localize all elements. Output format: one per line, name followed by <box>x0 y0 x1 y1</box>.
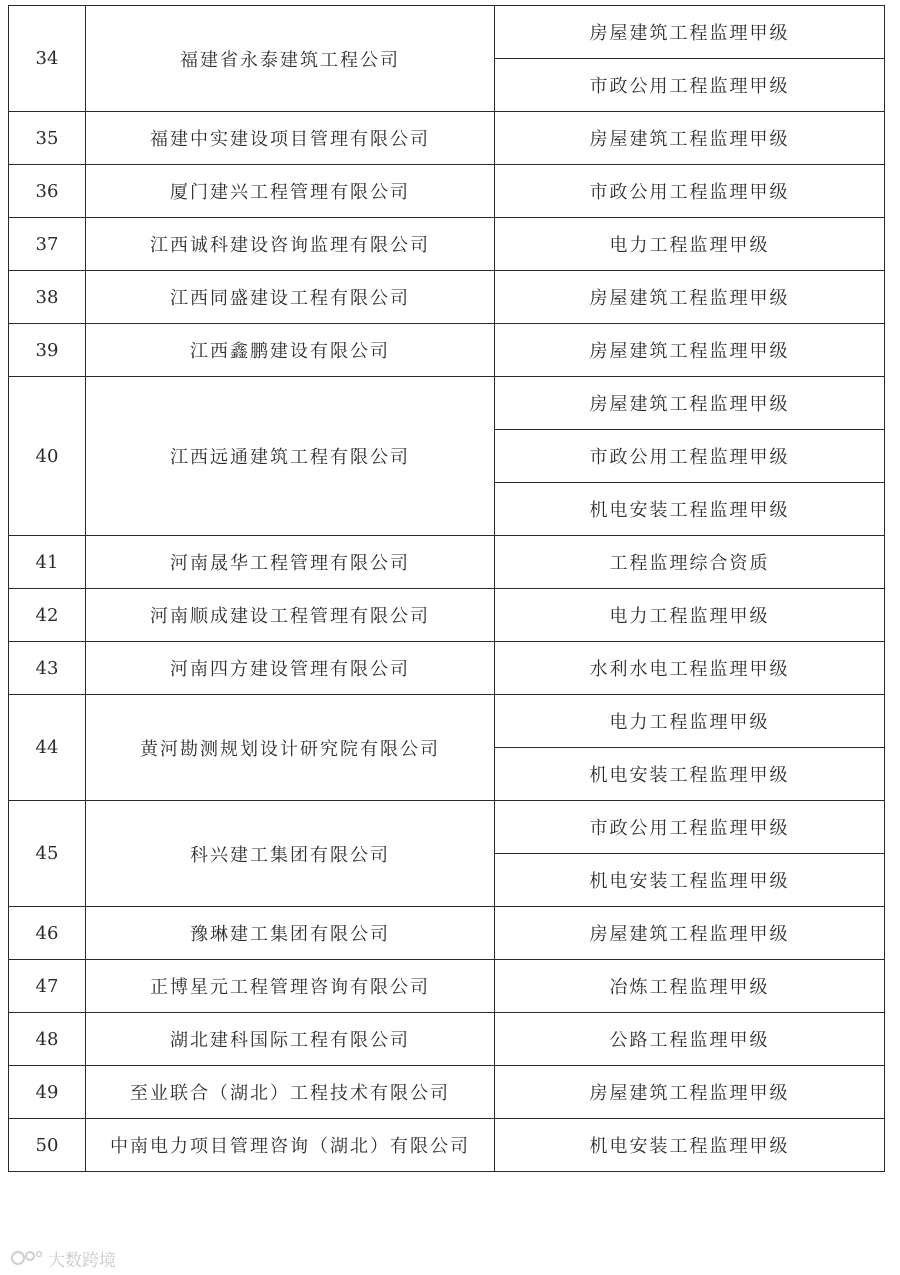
table-row <box>9 377 885 430</box>
qualification: 房屋建筑工程监理甲级 <box>495 907 885 960</box>
row-number: 38 <box>9 271 86 324</box>
company-name: 至业联合（湖北）工程技术有限公司 <box>86 1066 495 1119</box>
qualification: 机电安装工程监理甲级 <box>495 483 885 536</box>
table-row <box>9 112 885 165</box>
company-name: 正博星元工程管理咨询有限公司 <box>86 960 495 1013</box>
qualification: 机电安装工程监理甲级 <box>495 854 885 907</box>
qualification: 房屋建筑工程监理甲级 <box>495 324 885 377</box>
company-name: 河南顺成建设工程管理有限公司 <box>86 589 495 642</box>
table-row <box>9 271 885 324</box>
company-name: 福建中实建设项目管理有限公司 <box>86 112 495 165</box>
table-row <box>9 907 885 960</box>
row-number: 44 <box>9 695 86 801</box>
table-row <box>9 6 885 59</box>
company-name: 江西同盛建设工程有限公司 <box>86 271 495 324</box>
row-number: 39 <box>9 324 86 377</box>
qualification: 房屋建筑工程监理甲级 <box>495 271 885 324</box>
company-name: 中南电力项目管理咨询（湖北）有限公司 <box>86 1119 495 1172</box>
table-body <box>9 6 885 1172</box>
watermark <box>10 1245 116 1271</box>
company-name: 江西远通建筑工程有限公司 <box>86 377 495 536</box>
row-number: 49 <box>9 1066 86 1119</box>
qualification: 公路工程监理甲级 <box>495 1013 885 1066</box>
qualification: 机电安装工程监理甲级 <box>495 1119 885 1172</box>
table-row <box>9 801 885 854</box>
watermark-logo-icon <box>10 1248 44 1268</box>
row-number: 48 <box>9 1013 86 1066</box>
table-row <box>9 324 885 377</box>
table-row <box>9 1119 885 1172</box>
qualification: 市政公用工程监理甲级 <box>495 165 885 218</box>
company-name: 湖北建科国际工程有限公司 <box>86 1013 495 1066</box>
row-number: 35 <box>9 112 86 165</box>
qualification: 电力工程监理甲级 <box>495 218 885 271</box>
row-number: 40 <box>9 377 86 536</box>
qualification: 机电安装工程监理甲级 <box>495 748 885 801</box>
qualification: 房屋建筑工程监理甲级 <box>495 1066 885 1119</box>
table-row <box>9 218 885 271</box>
table-row <box>9 165 885 218</box>
table-row <box>9 589 885 642</box>
qualification: 市政公用工程监理甲级 <box>495 430 885 483</box>
row-number: 37 <box>9 218 86 271</box>
qualification: 工程监理综合资质 <box>495 536 885 589</box>
row-number: 45 <box>9 801 86 907</box>
company-name: 河南四方建设管理有限公司 <box>86 642 495 695</box>
qualification: 水利水电工程监理甲级 <box>495 642 885 695</box>
table-row <box>9 695 885 748</box>
table-row <box>9 536 885 589</box>
qualification: 冶炼工程监理甲级 <box>495 960 885 1013</box>
row-number: 43 <box>9 642 86 695</box>
row-number: 36 <box>9 165 86 218</box>
company-name: 福建省永泰建筑工程公司 <box>86 6 495 112</box>
row-number: 46 <box>9 907 86 960</box>
watermark-text: 大数跨境 <box>48 1250 116 1271</box>
table-row <box>9 960 885 1013</box>
qualification-table <box>8 5 885 1172</box>
table-row <box>9 1066 885 1119</box>
company-name: 科兴建工集团有限公司 <box>86 801 495 907</box>
qualification: 市政公用工程监理甲级 <box>495 59 885 112</box>
qualification: 市政公用工程监理甲级 <box>495 801 885 854</box>
company-name: 黄河勘测规划设计研究院有限公司 <box>86 695 495 801</box>
company-name: 厦门建兴工程管理有限公司 <box>86 165 495 218</box>
row-number: 50 <box>9 1119 86 1172</box>
row-number: 42 <box>9 589 86 642</box>
qualification: 电力工程监理甲级 <box>495 589 885 642</box>
company-name: 江西诚科建设咨询监理有限公司 <box>86 218 495 271</box>
qualification: 房屋建筑工程监理甲级 <box>495 6 885 59</box>
row-number: 47 <box>9 960 86 1013</box>
qualification: 房屋建筑工程监理甲级 <box>495 112 885 165</box>
company-name: 河南晟华工程管理有限公司 <box>86 536 495 589</box>
qualification: 房屋建筑工程监理甲级 <box>495 377 885 430</box>
table-row <box>9 1013 885 1066</box>
row-number: 41 <box>9 536 86 589</box>
company-name: 豫琳建工集团有限公司 <box>86 907 495 960</box>
qualification: 电力工程监理甲级 <box>495 695 885 748</box>
table-row <box>9 642 885 695</box>
company-name: 江西鑫鹏建设有限公司 <box>86 324 495 377</box>
row-number: 34 <box>9 6 86 112</box>
